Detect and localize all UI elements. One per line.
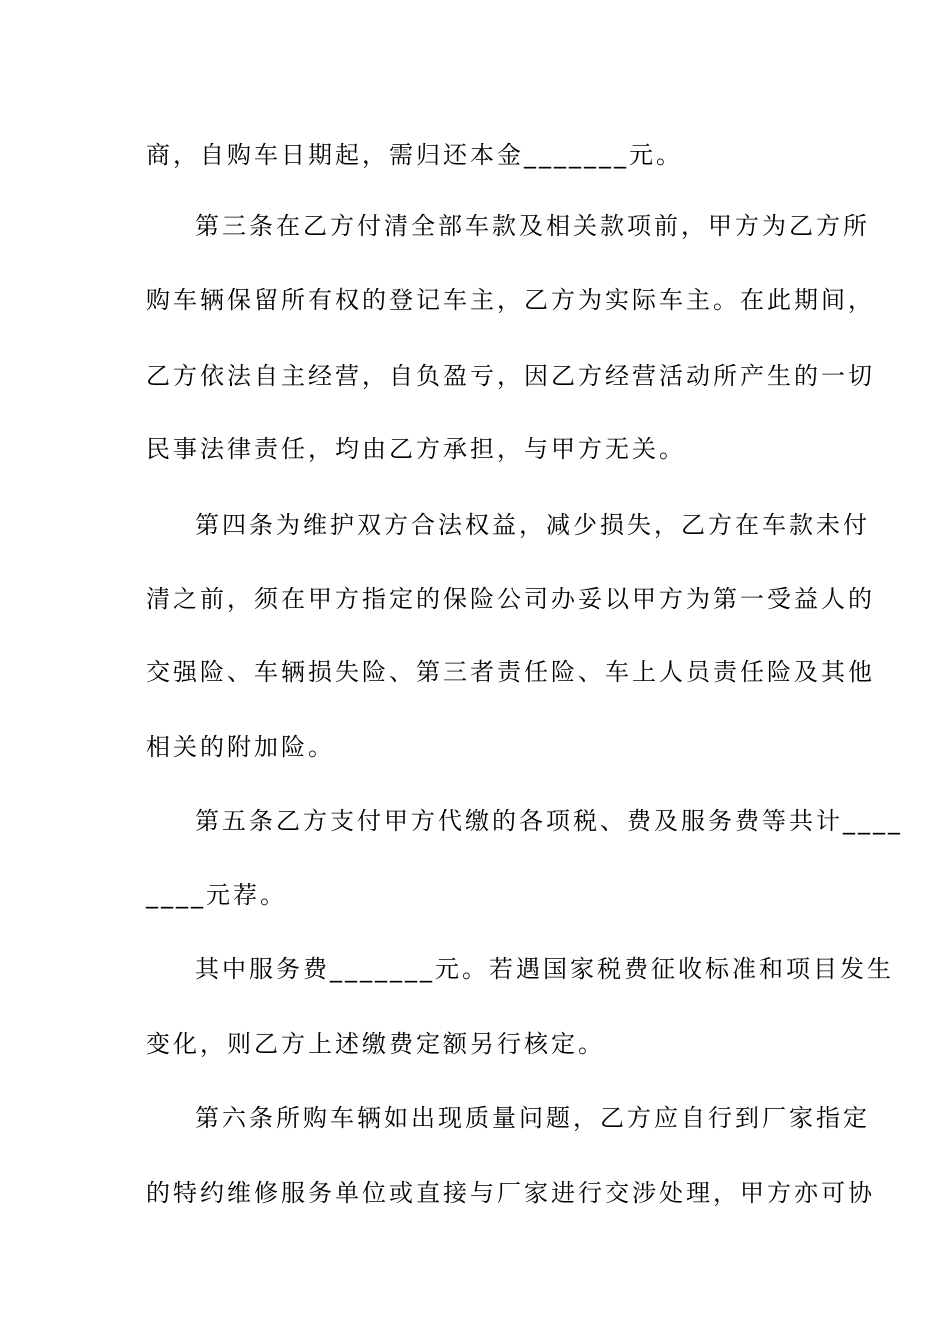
text-line: 清之前，须在甲方指定的保险公司办妥以甲方为第一受益人的 — [146, 585, 875, 613]
text-line: 商，自购车日期起，需归还本金_______元。 — [146, 141, 683, 169]
text-line: 变化，则乙方上述缴费定额另行核定。 — [146, 1030, 605, 1058]
text-line: ____元荐。 — [146, 881, 287, 909]
text-line: 交强险、车辆损失险、第三者责任险、车上人员责任险及其他 — [146, 658, 875, 686]
paragraph-article-6: 第六条所购车辆如出现质量问题，乙方应自行到厂家指定 — [195, 1104, 870, 1132]
text-line: 购车辆保留所有权的登记车主，乙方为实际车主。在此期间， — [146, 286, 875, 314]
text-line: 民事法律责任，均由乙方承担，与甲方无关。 — [146, 435, 686, 463]
text-line: 的特约维修服务单位或直接与厂家进行交涉处理，甲方亦可协 — [146, 1179, 875, 1207]
paragraph-article-3: 第三条在乙方付清全部车款及相关款项前，甲方为乙方所 — [195, 212, 870, 240]
text-line: 相关的附加险。 — [146, 733, 335, 761]
paragraph-service-fee: 其中服务费_______元。若遇国家税费征收标准和项目发生 — [195, 955, 894, 983]
text-line: 乙方依法自主经营，自负盈亏，因乙方经营活动所产生的一切 — [146, 362, 875, 390]
paragraph-article-4: 第四条为维护双方合法权益，减少损失，乙方在车款未付 — [195, 511, 870, 539]
paragraph-article-5: 第五条乙方支付甲方代缴的各项税、费及服务费等共计____ — [195, 807, 903, 835]
